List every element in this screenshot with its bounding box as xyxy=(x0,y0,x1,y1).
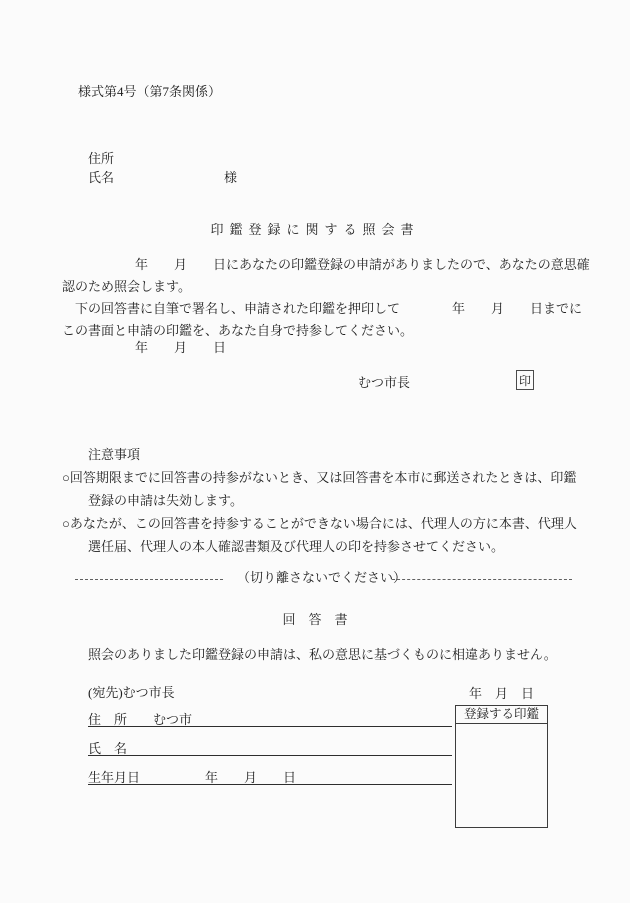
reply-statement: 照会のありました印鑑登録の申請は、私の意思に基づくものに相違ありません。 xyxy=(88,647,557,662)
notes-heading: 注意事項 xyxy=(88,447,141,462)
recipient-address-label: 住所 xyxy=(88,151,115,166)
cut-line-label: （切り離さないでください） xyxy=(237,570,407,585)
mayor-name: むつ市長 xyxy=(358,375,411,390)
note-item-2-line-2: 選任届、代理人の本人確認書類及び代理人の印を持参させてください。 xyxy=(88,539,505,554)
note-item-1-line-2: 登録の申請は失効します。 xyxy=(88,493,243,508)
form-number: 様式第4号（第7条関係） xyxy=(78,84,222,99)
recipient-honorific: 様 xyxy=(224,170,238,185)
reply-name-field: 氏 名 xyxy=(88,738,452,756)
registered-seal-box-empty-area xyxy=(456,724,547,827)
body-paragraph-line-1: 年 月 日にあなたの印鑑登録の申請がありましたので、あなたの意思確 xyxy=(135,257,590,272)
recipient-name-label: 氏名 xyxy=(88,170,115,185)
document-title: 印鑑登録に関する照会書 xyxy=(210,222,420,237)
cut-line-right-dashes xyxy=(392,579,572,580)
seal-mark: 印 xyxy=(518,373,531,388)
note-item-2-line-1: ○あなたが、この回答書を持参することができない場合には、代理人の方に本書、代理人 xyxy=(62,516,577,531)
reply-addressee: (宛先)むつ市長 xyxy=(88,685,175,700)
cut-line-left-dashes xyxy=(75,579,223,580)
note-item-1-line-1: ○回答期限までに回答書の持参がないとき、又は回答書を本市に郵送されたときは、印鑑 xyxy=(62,470,577,485)
body-paragraph-line-3: 下の回答書に自筆で署名し、申請された印鑑を押印して 年 月 日までに xyxy=(75,301,583,316)
reply-date-blank: 年 月 日 xyxy=(468,686,534,701)
reply-address-field: 住 所 むつ市 xyxy=(88,709,452,727)
body-date-blank: 年 月 日 xyxy=(135,340,227,355)
mayor-seal-box xyxy=(516,370,534,390)
registered-seal-box-label: 登録する印鑑 xyxy=(456,706,547,724)
registered-seal-box xyxy=(455,705,548,828)
body-paragraph-line-4: この書面と申請の印鑑を、あなた自身で持参してください。 xyxy=(62,323,414,338)
body-paragraph-line-2: 認のため照会します。 xyxy=(62,279,191,294)
reply-birthdate-field: 生年月日 年 月 日 xyxy=(88,767,452,785)
reply-form-title: 回 答 書 xyxy=(282,612,348,627)
